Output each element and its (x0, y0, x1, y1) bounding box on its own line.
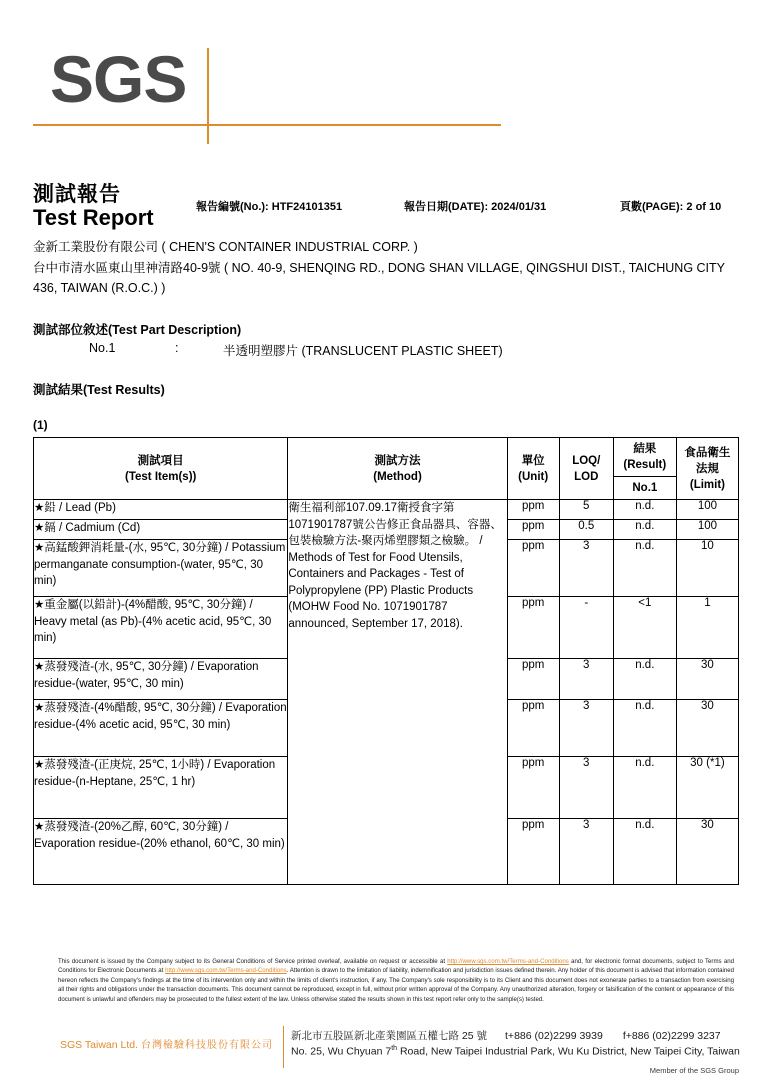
cell-limit: 10 (676, 540, 738, 597)
cell-result: n.d. (613, 500, 676, 520)
cell-result: n.d. (613, 520, 676, 540)
cell-unit: ppm (507, 700, 559, 757)
footer-sgs-entity (60, 1036, 273, 1051)
cell-result: n.d. (613, 757, 676, 819)
table-row (34, 500, 739, 520)
cell-unit: ppm (507, 540, 559, 597)
col-header-result-cn: 結果 (633, 443, 657, 455)
cell-test-item: ★高錳酸鉀消耗量-(水, 95℃, 30分鐘) / Potassium permanganate consumption-(water, 95℃, 30 min) (34, 540, 288, 597)
cell-limit: 30 (676, 819, 738, 885)
footer-address-cn (291, 1028, 721, 1043)
cell-unit: ppm (507, 597, 559, 659)
footer-sgs-en: SGS Taiwan Ltd. (60, 1039, 139, 1051)
col-header-lod: LOD (574, 470, 599, 483)
report-page: 頁數(PAGE): 2 of 10 (620, 201, 722, 213)
col-header-limit-cn2: 法規 (695, 462, 719, 475)
test-results-heading: 測試結果(Test Results) (33, 383, 165, 397)
part-colon: : (175, 341, 179, 355)
cell-loq: 0.5 (559, 520, 613, 540)
sgs-logo (33, 42, 503, 134)
col-header-unit-en: (Unit) (518, 470, 549, 483)
cell-limit: 1 (676, 597, 738, 659)
footer-divider (283, 1026, 284, 1068)
cell-unit: ppm (507, 659, 559, 700)
col-header-limit (676, 438, 738, 500)
terms-link-1[interactable]: http://www.sgs.com.tw/Terms-and-Conditions (447, 958, 569, 965)
results-group-label: (1) (33, 418, 48, 432)
cell-unit: ppm (507, 500, 559, 520)
col-header-method-cn: 測試方法 (374, 454, 421, 467)
col-header-limit-en: (Limit) (689, 478, 725, 491)
footer-address-cn-text: 新北市五股區新北產業園區五權七路 25 號 (291, 1030, 488, 1042)
col-header-loq: LOQ/ (572, 454, 601, 467)
cell-test-item: ★鉛 / Lead (Pb) (34, 500, 288, 520)
logo-vertical-rule (207, 48, 209, 144)
test-results-table-wrap (33, 437, 739, 885)
cell-loq: 3 (559, 819, 613, 885)
cell-result: n.d. (613, 819, 676, 885)
report-number: 報告編號(No.): HTF24101351 (196, 201, 343, 213)
col-header-loq-lod (559, 438, 613, 500)
col-header-test-item (34, 438, 288, 500)
cell-result: n.d. (613, 700, 676, 757)
footer-member-note: Member of the SGS Group (649, 1066, 739, 1075)
footer-fax: f+886 (02)2299 3237 (622, 1030, 721, 1042)
cell-loq: 3 (559, 700, 613, 757)
cell-loq: 3 (559, 540, 613, 597)
cell-test-item: ★蒸發殘渣-(水, 95℃, 30分鐘) / Evaporation residue-(water, 95℃, 30 min) (34, 659, 288, 700)
cell-test-item: ★蒸發殘渣-(正庚烷, 25℃, 1小時) / Evaporation residue-(n-Heptane, 25℃, 1 hr) (34, 757, 288, 819)
col-subheader-sample-no: No.1 (613, 477, 676, 500)
report-date: 報告日期(DATE): 2024/01/31 (404, 201, 547, 213)
cell-test-item: ★蒸發殘渣-(4%醋酸, 95℃, 30分鐘) / Evaporation residue-(4% acetic acid, 95℃, 30 min) (34, 700, 288, 757)
col-header-unit-cn: 單位 (521, 454, 545, 467)
col-header-test-item-cn: 測試項目 (137, 454, 184, 467)
cell-result: n.d. (613, 659, 676, 700)
cell-test-item: ★蒸發殘渣-(20%乙醇, 60℃, 30分鐘) / Evaporation residue-(20% ethanol, 60℃, 30 min) (34, 819, 288, 885)
cell-limit: 30 (676, 659, 738, 700)
footer-telephone: t+886 (02)2299 3939 (505, 1030, 603, 1042)
footer-address-en (291, 1045, 740, 1058)
cell-limit: 30 (*1) (676, 757, 738, 819)
cell-limit: 100 (676, 520, 738, 540)
disclaimer-part-3: . Attention is drawn to the limitation of liability, indemnification and jurisdiction issues defined therein. Any holder of this document is advised that information contained hereon reflects the Company's findings at the time of its intervention only and within the limits of client's instruction, if any. The Company's sole responsibility is to its Client and this document does not exonerate parties to a transaction from exercising all their rights and obligations under the transaction documents. This document cannot be reproduced, except in full, without prior written approval of the Company. Any unauthorized alteration, forgery or falsification of the content or appearance of this document is unlawful and offenders may be prosecuted to the fullest extent of the law. Unless otherwise stated the results shown in this test report refer only to the sample(s) tested. (58, 967, 734, 1003)
disclaimer-part-1: This document is issued by the Company subject to its General Conditions of Service printed overleaf, available on request or accessible at (58, 958, 448, 965)
disclaimer-part-2: and, for electronic format documents, subject to Terms and Conditions for Electronic Documents at (58, 958, 734, 975)
cell-loq: 3 (559, 659, 613, 700)
test-part-description-heading: 測試部位敘述(Test Part Description) (33, 323, 242, 337)
col-header-limit-cn: 食品衛生 (684, 446, 731, 459)
cell-result: n.d. (613, 540, 676, 597)
col-header-test-item-en: (Test Item(s)) (125, 470, 197, 483)
page-title-en: Test Report (33, 205, 154, 230)
test-results-table (33, 437, 739, 885)
part-no-label: No.1 (89, 341, 116, 355)
cell-unit: ppm (507, 520, 559, 540)
legal-disclaimer (58, 957, 734, 1004)
col-header-unit (507, 438, 559, 500)
cell-loq: - (559, 597, 613, 659)
page-title-cn: 測試報告 (33, 183, 121, 206)
footer-address-en-a: No. 25, Wu Chyuan 7 (291, 1045, 392, 1058)
company-name: 金新工業股份有限公司 ( CHEN'S CONTAINER INDUSTRIAL CORP. ) (33, 240, 418, 254)
cell-limit: 30 (676, 700, 738, 757)
footer-address-en-b: Road, New Taipei Industrial Park, Wu Ku District, New Taipei City, Taiwan (397, 1045, 740, 1058)
col-header-result-en: (Result) (623, 459, 667, 471)
col-header-method-en: (Method) (373, 470, 422, 483)
cell-method: 衛生福利部107.09.17衛授食字第1071901787號公告修正食品器具、容器、包裝檢驗方法-聚丙烯塑膠類之檢驗。 / Methods of Test for Food Utensils, Containers and Packages - Test of Polypropylene (PP) Plastic Products (MOHW Food No. 1071901787 announced, September 17, 2018). (288, 500, 507, 885)
cell-unit: ppm (507, 819, 559, 885)
cell-limit: 100 (676, 500, 738, 520)
cell-test-item: ★鎘 / Cadmium (Cd) (34, 520, 288, 540)
cell-loq: 5 (559, 500, 613, 520)
company-address: 台中市清水區東山里神清路40-9號 ( NO. 40-9, SHENQING RD., DONG SHAN VILLAGE, QINGSHUI DIST., TAICHUNG CITY 436, TAIWAN (R.O.C.) ) (33, 261, 725, 295)
cell-loq: 3 (559, 757, 613, 819)
col-header-result (613, 438, 676, 477)
terms-link-2[interactable]: http://www.sgs.com.tw/Terms-and-Conditions (165, 967, 287, 975)
logo-horizontal-rule (33, 124, 501, 126)
cell-unit: ppm (507, 757, 559, 819)
table-body (34, 500, 739, 885)
footer-address-ordinal: th (391, 1045, 398, 1052)
col-header-method (288, 438, 507, 500)
part-value: 半透明塑膠片 (TRANSLUCENT PLASTIC SHEET) (223, 344, 503, 358)
table-header-row (34, 438, 739, 477)
sgs-logo-text: SGS (50, 42, 187, 116)
cell-result: <1 (613, 597, 676, 659)
cell-test-item: ★重金屬(以鉛計)-(4%醋酸, 95℃, 30分鐘) / Heavy metal (as Pb)-(4% acetic acid, 95℃, 30 min) (34, 597, 288, 659)
footer-sgs-cn: 台灣檢驗科技股份有限公司 (140, 1040, 273, 1051)
